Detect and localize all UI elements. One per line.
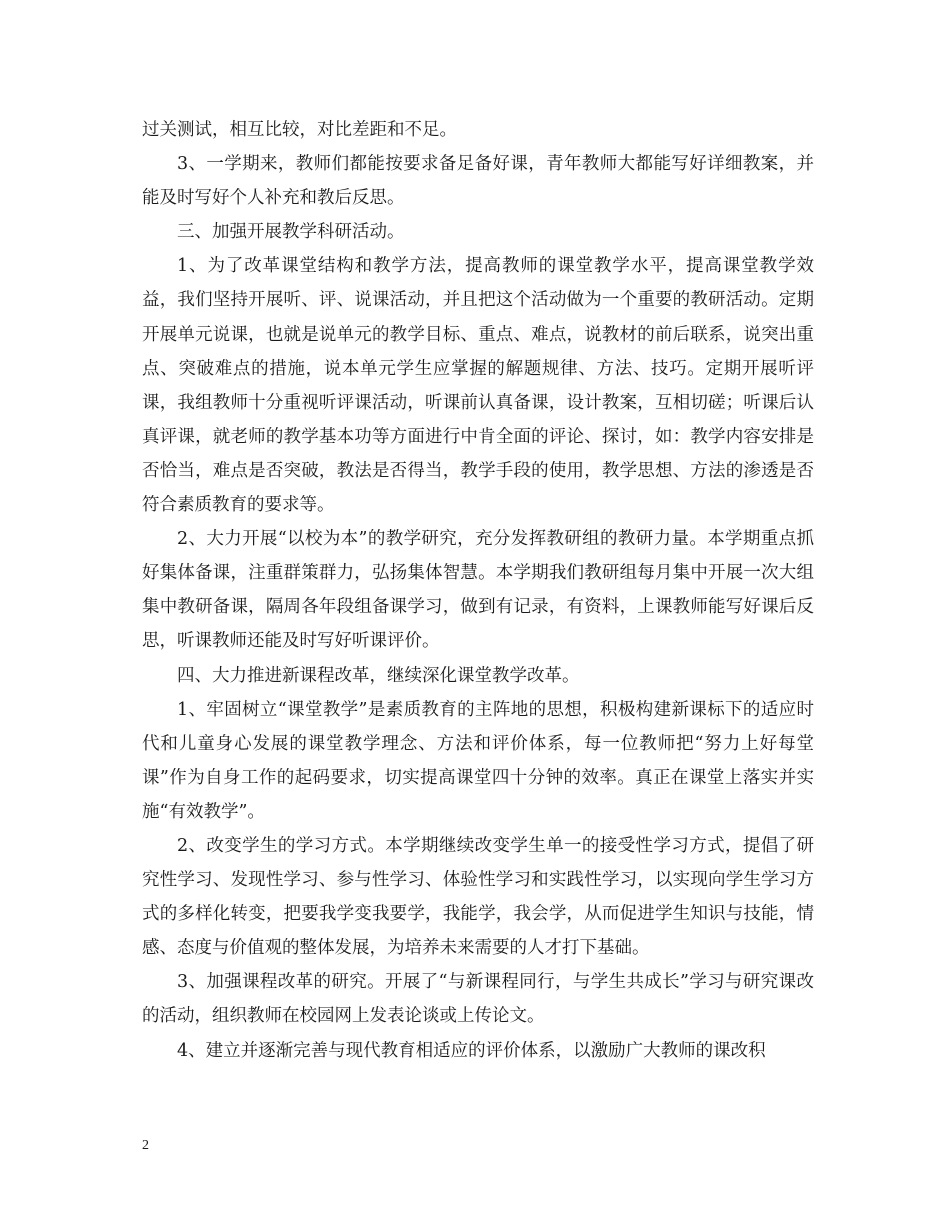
paragraph-continuation: 过关测试，相互比较，对比差距和不足。	[142, 120, 457, 140]
section-heading-three: 三、加强开展教学科研活动。	[177, 222, 405, 243]
paragraph-item-3-curriculum-reform: 3、加强课程改革的研究。开展了“与新课程同行，与学生共成长”学习与研究课改的活动，组织教师在校园网上发表论谈或上传论文。	[142, 972, 814, 1027]
paragraph-item-1-research: 1、为了改革课堂结构和教学方法，提高教师的课堂教学水平，提高课堂教学效益，我们坚持开展听、评、说课活动，并且把这个活动做为一个重要的教研活动。定期开展单元说课，也就是说单元的教学目标、重点、难点，说教材的前后联系，说突出重点、突破难点的措施，说本单元学生应掌握的解题规律、方法、技巧。定期开展听评课，我组教师十分重视听评课活动，听课前认真备课，设计教案，互相切磋；听课后认真评课，就老师的教学基本功等方面进行中肯全面的评论、探讨，如：教学内容安排是否恰当，难点是否突破，教法是否得当，教学手段的使用，教学思想、方法的渗透是否符合素质教育的要求等。	[142, 256, 814, 516]
paragraph-item-1-classroom: 1、牢固树立“课堂教学”是素质教育的主阵地的思想，积极构建新课标下的适应时代和儿童身心发展的课堂教学理念、方法和评价体系，每一位教师把“努力上好每堂课”作为自身工作的起码要求，切实提高课堂四十分钟的效率。真正在课堂上落实并实施“有效教学”。	[142, 699, 814, 822]
paragraph-item-3-lesson-prep: 3、一学期来，教师们都能按要求备足备好课，青年教师大都能写好详细教案，并能及时写好个人补充和教后反思。	[142, 154, 814, 209]
body-text	[142, 113, 814, 1068]
page-number: 2	[142, 1138, 149, 1153]
paragraph-item-2-learning-style: 2、改变学生的学习方式。本学期继续改变学生单一的接受性学习方式，提倡了研究性学习、发现性学习、参与性学习、体验性学习和实践性学习，以实现向学生学习方式的多样化转变，把要我学变我要学，我能学，我会学，从而促进学生知识与技能，情感、态度与价值观的整体发展，为培养未来需要的人才打下基础。	[142, 835, 814, 959]
paragraph-item-4-evaluation: 4、建立并逐渐完善与现代教育相适应的评价体系，以激励广大教师的课改积	[177, 1040, 766, 1061]
paragraph-item-2-school-based: 2、大力开展“以校为本”的教学研究，充分发挥教研组的教研力量。本学期重点抓好集体备课，注重群策群力，弘扬集体智慧。本学期我们教研组每月集中开展一次大组集中教研备课，隔周各年段组备课学习，做到有记录，有资料，上课教师能写好课后反思，听课教师还能及时写好听课评价。	[142, 529, 814, 652]
section-heading-four: 四、大力推进新课程改革，继续深化课堂教学改革。	[177, 665, 580, 686]
